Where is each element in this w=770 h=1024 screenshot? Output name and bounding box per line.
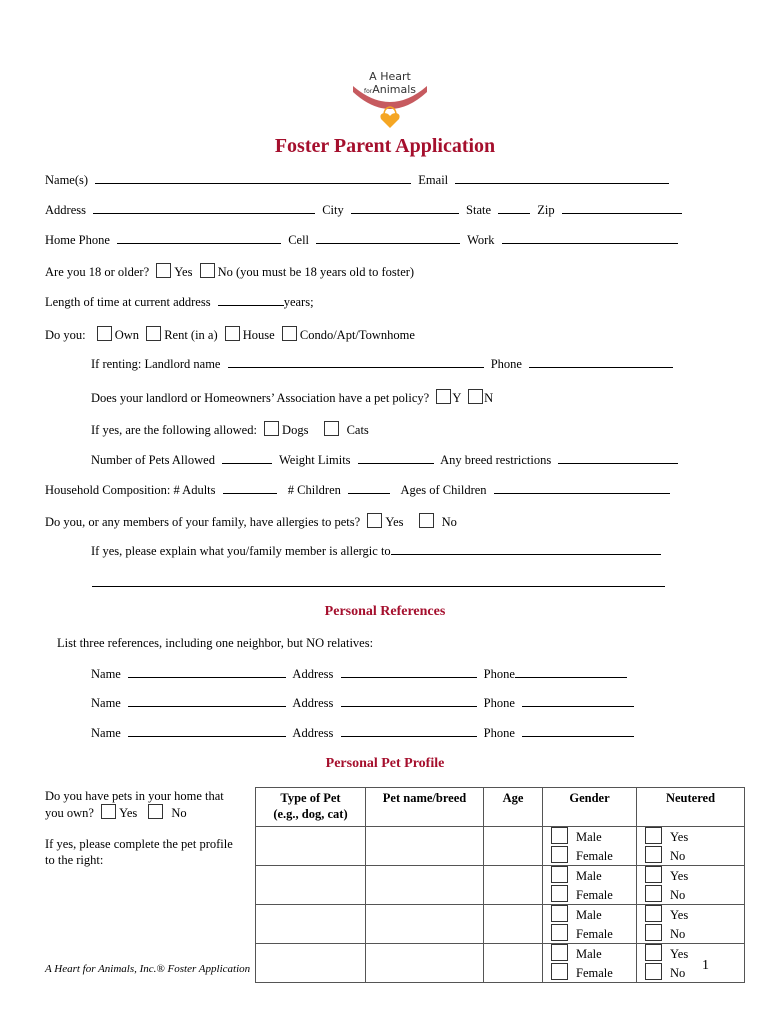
work-input[interactable] bbox=[502, 232, 678, 244]
logo bbox=[345, 62, 435, 132]
page-title: Foster Parent Application bbox=[274, 135, 496, 157]
neutered-no-checkbox[interactable] bbox=[645, 924, 662, 941]
ref-name-input[interactable] bbox=[128, 666, 286, 678]
zip-input[interactable] bbox=[562, 202, 682, 214]
label: Male bbox=[576, 947, 602, 961]
label: Male bbox=[576, 869, 602, 883]
header-gender: Gender bbox=[543, 788, 637, 827]
policy-no-checkbox[interactable] bbox=[468, 389, 483, 404]
references-instructions: List three references, including one neighbor, but NO relatives: bbox=[57, 636, 374, 650]
male-checkbox[interactable] bbox=[551, 905, 568, 922]
label: Yes bbox=[670, 947, 689, 961]
label: Female bbox=[576, 849, 613, 863]
limits-row bbox=[91, 452, 678, 468]
neutered-yes-checkbox[interactable] bbox=[645, 866, 662, 883]
label: Weight Limits bbox=[278, 453, 351, 467]
ref-phone-input[interactable] bbox=[522, 725, 634, 737]
allergies-yes-checkbox[interactable] bbox=[367, 513, 382, 528]
state-input[interactable] bbox=[498, 202, 530, 214]
age-cell[interactable] bbox=[484, 905, 543, 944]
age-cell[interactable] bbox=[484, 866, 543, 905]
label: Female bbox=[576, 888, 613, 902]
label: Address bbox=[292, 667, 334, 681]
type-cell[interactable] bbox=[256, 944, 366, 983]
label: Yes bbox=[119, 806, 138, 820]
table-row bbox=[256, 944, 745, 983]
pets-no-checkbox[interactable] bbox=[148, 804, 163, 819]
ages-input[interactable] bbox=[494, 482, 670, 494]
reference-row bbox=[91, 666, 627, 682]
label: Home Phone bbox=[45, 233, 110, 247]
pets-note bbox=[45, 836, 233, 868]
label: State bbox=[466, 203, 492, 217]
label: to the right: bbox=[45, 853, 104, 867]
female-checkbox[interactable] bbox=[551, 963, 568, 980]
weight-input[interactable] bbox=[358, 452, 434, 464]
explain-input[interactable] bbox=[391, 543, 661, 555]
housing-row bbox=[45, 326, 415, 343]
table-row bbox=[256, 866, 745, 905]
ref-name-input[interactable] bbox=[128, 695, 286, 707]
ref-phone-input[interactable] bbox=[515, 666, 627, 678]
landlord-input[interactable] bbox=[228, 356, 484, 368]
label: Address bbox=[45, 203, 86, 217]
pet-profile-table bbox=[255, 787, 745, 983]
landlord-row bbox=[91, 356, 673, 372]
label: Phone bbox=[483, 667, 515, 681]
length-row bbox=[45, 294, 314, 310]
neutered-yes-checkbox[interactable] bbox=[645, 944, 662, 961]
header-type: Type of Pet (e.g., dog, cat) bbox=[256, 788, 366, 827]
allowed-row bbox=[91, 421, 369, 438]
neutered-no-checkbox[interactable] bbox=[645, 963, 662, 980]
label: Do you: bbox=[45, 328, 86, 342]
neutered-cell bbox=[637, 944, 745, 983]
age-no-checkbox[interactable] bbox=[200, 263, 215, 278]
neutered-cell bbox=[637, 827, 745, 866]
label: Cell bbox=[288, 233, 310, 247]
ref-address-input[interactable] bbox=[341, 725, 477, 737]
ref-phone-input[interactable] bbox=[522, 695, 634, 707]
label: If yes, are the following allowed: bbox=[91, 423, 257, 437]
policy-yes-checkbox[interactable] bbox=[436, 389, 451, 404]
label: If yes, please complete the pet profile bbox=[45, 837, 233, 851]
name-cell[interactable] bbox=[366, 827, 484, 866]
house-checkbox[interactable] bbox=[225, 326, 240, 341]
male-checkbox[interactable] bbox=[551, 866, 568, 883]
label: Work bbox=[467, 233, 495, 247]
label: Yes bbox=[670, 830, 689, 844]
label: Do you have pets in your home that bbox=[45, 789, 224, 803]
label: Phone bbox=[490, 357, 522, 371]
label: Condo/Apt/Townhome bbox=[299, 328, 415, 342]
breed-input[interactable] bbox=[558, 452, 678, 464]
label: Name bbox=[91, 726, 121, 740]
neutered-yes-checkbox[interactable] bbox=[645, 827, 662, 844]
pet-profile-heading: Personal Pet Profile bbox=[325, 756, 445, 771]
label: Does your landlord or Homeowners’ Association have a pet policy? bbox=[91, 391, 430, 405]
label: Email bbox=[418, 173, 449, 187]
condo-checkbox[interactable] bbox=[282, 326, 297, 341]
neutered-no-checkbox[interactable] bbox=[645, 846, 662, 863]
pets-yes-checkbox[interactable] bbox=[101, 804, 116, 819]
ref-address-input[interactable] bbox=[341, 666, 477, 678]
label: Do you, or any members of your family, have allergies to pets? bbox=[45, 515, 361, 529]
label: Female bbox=[576, 927, 613, 941]
pets-question bbox=[45, 788, 224, 821]
label: Length of time at current address bbox=[45, 295, 211, 309]
household-row bbox=[45, 482, 670, 498]
age-cell[interactable] bbox=[484, 944, 543, 983]
cats-checkbox[interactable] bbox=[324, 421, 339, 436]
label: Household Composition: # Adults bbox=[45, 483, 216, 497]
label: you own? bbox=[45, 806, 94, 820]
name-cell[interactable] bbox=[366, 944, 484, 983]
label: Are you 18 or older? bbox=[45, 265, 150, 279]
table-row bbox=[256, 827, 745, 866]
type-cell[interactable] bbox=[256, 827, 366, 866]
label: City bbox=[322, 203, 344, 217]
label: Name(s) bbox=[45, 173, 89, 187]
type-cell[interactable] bbox=[256, 866, 366, 905]
label: N bbox=[484, 391, 494, 405]
footer: A Heart for Animals, Inc.® Foster Application bbox=[45, 963, 251, 975]
label: Y bbox=[452, 391, 461, 405]
female-checkbox[interactable] bbox=[551, 846, 568, 863]
allergies-row bbox=[45, 513, 457, 530]
label: # Children bbox=[287, 483, 341, 497]
allergies-no-checkbox[interactable] bbox=[419, 513, 434, 528]
label: No bbox=[670, 888, 686, 902]
label: Address bbox=[292, 726, 334, 740]
length-input[interactable] bbox=[218, 294, 284, 306]
explain-row bbox=[91, 543, 661, 559]
label: Name bbox=[91, 696, 121, 710]
label: House bbox=[242, 328, 275, 342]
label: Ages of Children bbox=[400, 483, 487, 497]
ref-address-input[interactable] bbox=[341, 695, 477, 707]
name-cell[interactable] bbox=[366, 866, 484, 905]
gender-cell bbox=[543, 905, 637, 944]
label: Zip bbox=[537, 203, 555, 217]
label: Cats bbox=[346, 423, 369, 437]
reference-row bbox=[91, 725, 634, 741]
table-row bbox=[256, 905, 745, 944]
neutered-cell bbox=[637, 905, 745, 944]
label: Yes bbox=[670, 869, 689, 883]
table-header bbox=[256, 788, 745, 827]
label: Yes bbox=[385, 515, 404, 529]
email-input[interactable] bbox=[455, 172, 669, 184]
neutered-yes-checkbox[interactable] bbox=[645, 905, 662, 922]
label: Rent (in a) bbox=[164, 328, 218, 342]
age-cell[interactable] bbox=[484, 827, 543, 866]
label: No bbox=[670, 966, 686, 980]
adults-input[interactable] bbox=[223, 482, 277, 494]
label: No bbox=[441, 515, 457, 529]
label: Any breed restrictions bbox=[440, 453, 552, 467]
age-row bbox=[45, 263, 414, 280]
page-number: 1 bbox=[702, 958, 709, 973]
pet-policy-row bbox=[91, 389, 493, 406]
label: No bbox=[171, 806, 187, 820]
gender-cell bbox=[543, 866, 637, 905]
label: No (you must be 18 years old to foster) bbox=[217, 265, 415, 279]
children-input[interactable] bbox=[348, 482, 390, 494]
label: Dogs bbox=[282, 423, 309, 437]
label: Own bbox=[114, 328, 140, 342]
label: Yes bbox=[174, 265, 193, 279]
svg-text:forAnimals: forAnimals bbox=[363, 83, 417, 96]
label: No bbox=[670, 849, 686, 863]
reference-row bbox=[91, 695, 634, 711]
type-cell[interactable] bbox=[256, 905, 366, 944]
header-age: Age bbox=[484, 788, 543, 827]
references-heading: Personal References bbox=[324, 604, 446, 619]
male-checkbox[interactable] bbox=[551, 944, 568, 961]
name-cell[interactable] bbox=[366, 905, 484, 944]
explain-input-line2[interactable] bbox=[92, 586, 665, 587]
svg-text:A Heart: A Heart bbox=[369, 70, 411, 83]
cell-input[interactable] bbox=[316, 232, 460, 244]
male-checkbox[interactable] bbox=[551, 827, 568, 844]
phone-row bbox=[45, 232, 678, 248]
own-checkbox[interactable] bbox=[97, 326, 112, 341]
names-input[interactable] bbox=[95, 172, 411, 184]
gender-cell bbox=[543, 944, 637, 983]
label: If yes, please explain what you/family member is allergic to bbox=[91, 544, 391, 558]
address-input[interactable] bbox=[93, 202, 315, 214]
label: Name bbox=[91, 667, 121, 681]
label: Yes bbox=[670, 908, 689, 922]
label: If renting: Landlord name bbox=[91, 357, 221, 371]
label: Number of Pets Allowed bbox=[91, 453, 215, 467]
names-row bbox=[45, 172, 669, 188]
dogs-checkbox[interactable] bbox=[264, 421, 279, 436]
header-name: Pet name/breed bbox=[366, 788, 484, 827]
address-row bbox=[45, 202, 682, 218]
city-input[interactable] bbox=[351, 202, 459, 214]
label: Female bbox=[576, 966, 613, 980]
label: Phone bbox=[483, 726, 515, 740]
label: Phone bbox=[483, 696, 515, 710]
neutered-no-checkbox[interactable] bbox=[645, 885, 662, 902]
label: No bbox=[670, 927, 686, 941]
home-phone-input[interactable] bbox=[117, 232, 281, 244]
label: years; bbox=[283, 295, 314, 309]
age-yes-checkbox[interactable] bbox=[156, 263, 171, 278]
label: Male bbox=[576, 830, 602, 844]
num-pets-input[interactable] bbox=[222, 452, 272, 464]
gender-cell bbox=[543, 827, 637, 866]
female-checkbox[interactable] bbox=[551, 924, 568, 941]
ref-name-input[interactable] bbox=[128, 725, 286, 737]
landlord-phone-input[interactable] bbox=[529, 356, 673, 368]
header-neutered: Neutered bbox=[637, 788, 745, 827]
female-checkbox[interactable] bbox=[551, 885, 568, 902]
rent-checkbox[interactable] bbox=[146, 326, 161, 341]
neutered-cell bbox=[637, 866, 745, 905]
label: Male bbox=[576, 908, 602, 922]
label: Address bbox=[292, 696, 334, 710]
